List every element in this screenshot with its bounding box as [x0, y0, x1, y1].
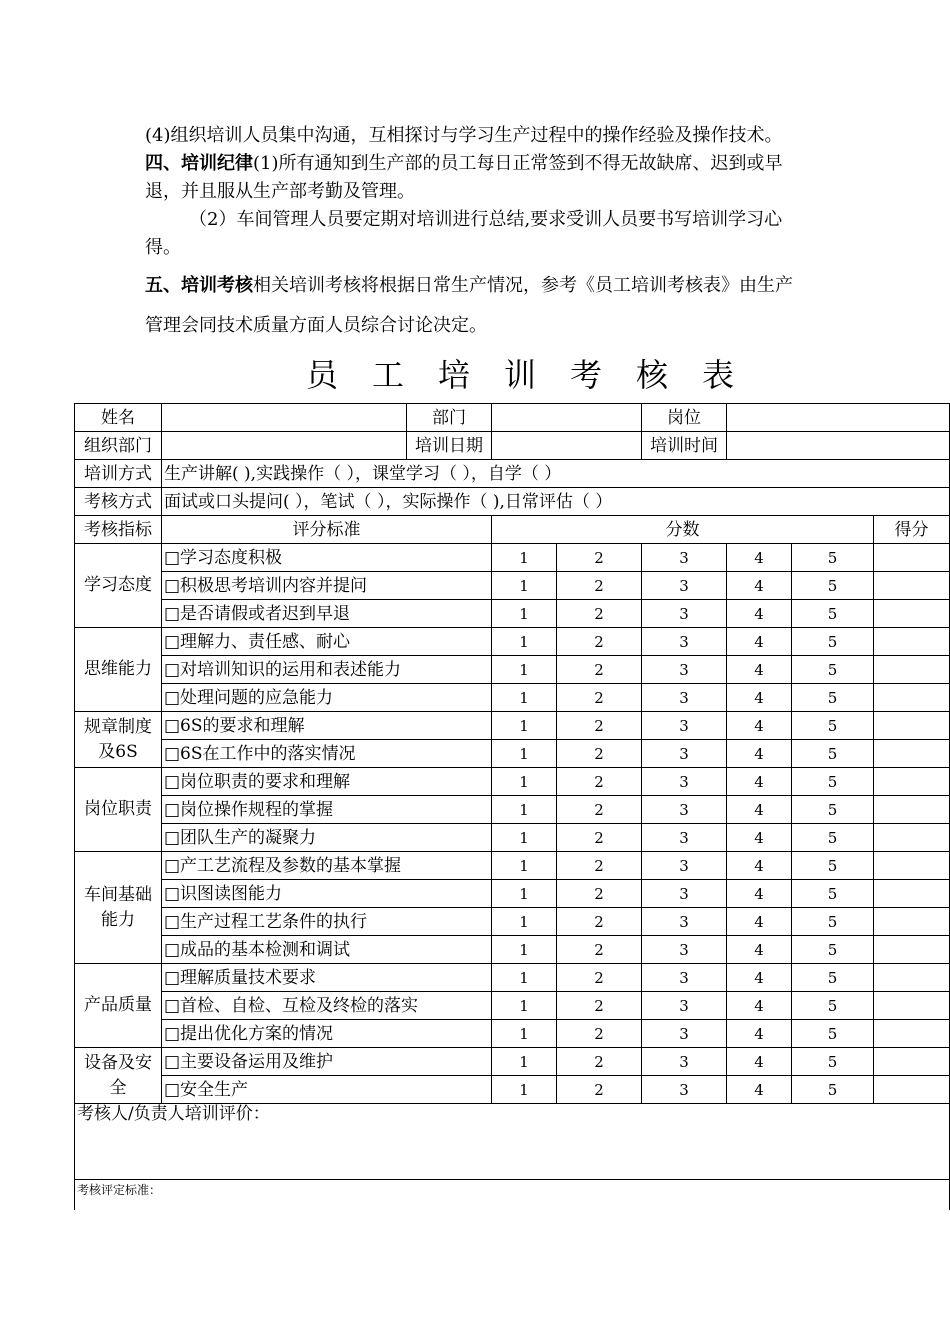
score-option-2[interactable]: 2	[557, 908, 642, 936]
assessment-form-table	[74, 403, 950, 1210]
result-cell[interactable]	[874, 936, 950, 964]
score-row	[75, 964, 950, 992]
score-option-4[interactable]: 4	[727, 880, 792, 908]
score-row	[75, 992, 950, 1020]
score-option-2[interactable]: 2	[557, 712, 642, 740]
assessment-standard-label: 考核评定标准：	[75, 1180, 950, 1211]
score-row	[75, 684, 950, 712]
score-option-5[interactable]: 5	[792, 712, 874, 740]
score-row	[75, 768, 950, 796]
form-title: 员工培训考核表	[306, 356, 769, 394]
result-cell[interactable]	[874, 572, 950, 600]
score-option-2[interactable]: 2	[557, 1020, 642, 1048]
result-cell[interactable]	[874, 1076, 950, 1104]
score-row	[75, 824, 950, 852]
indicator-group: 岗位职责	[75, 768, 162, 852]
train-date-label: 培训日期	[407, 432, 492, 460]
intro-text	[145, 122, 810, 346]
score-option-5[interactable]: 5	[792, 992, 874, 1020]
result-header: 得分	[874, 516, 950, 544]
result-cell[interactable]	[874, 852, 950, 880]
result-cell[interactable]	[874, 992, 950, 1020]
criterion-checkbox-item[interactable]: □6S的要求和理解	[162, 712, 492, 740]
assess-method-options[interactable]: 面试或口头提问( ），笔试（ ），实际操作（ ),日常评估（ ）	[162, 488, 950, 516]
result-cell[interactable]	[874, 600, 950, 628]
score-option-2[interactable]: 2	[557, 740, 642, 768]
score-option-2[interactable]: 2	[557, 992, 642, 1020]
score-option-1[interactable]: 1	[492, 880, 557, 908]
indicator-group: 产品质量	[75, 964, 162, 1048]
criterion-checkbox-item[interactable]: □对培训知识的运用和表述能力	[162, 656, 492, 684]
org-dept-field[interactable]	[162, 432, 407, 460]
score-option-3[interactable]: 3	[642, 712, 727, 740]
score-header: 分数	[492, 516, 874, 544]
result-cell[interactable]	[874, 1048, 950, 1076]
score-option-3[interactable]: 3	[642, 656, 727, 684]
criterion-checkbox-item[interactable]: □岗位职责的要求和理解	[162, 768, 492, 796]
criterion-checkbox-item[interactable]: □首检、自检、互检及终检的落实	[162, 992, 492, 1020]
score-option-1[interactable]: 1	[492, 768, 557, 796]
score-option-3[interactable]: 3	[642, 964, 727, 992]
score-option-1[interactable]: 1	[492, 852, 557, 880]
score-option-1[interactable]: 1	[492, 684, 557, 712]
criterion-checkbox-item[interactable]: □岗位操作规程的掌握	[162, 796, 492, 824]
score-option-4[interactable]: 4	[727, 684, 792, 712]
score-option-3[interactable]: 3	[642, 908, 727, 936]
position-field[interactable]	[727, 404, 950, 432]
score-option-2[interactable]: 2	[557, 656, 642, 684]
score-option-1[interactable]: 1	[492, 740, 557, 768]
score-option-5[interactable]: 5	[792, 740, 874, 768]
score-row	[75, 544, 950, 572]
criterion-checkbox-item[interactable]: □处理问题的应急能力	[162, 684, 492, 712]
score-option-4[interactable]: 4	[727, 600, 792, 628]
train-method-options[interactable]: 生产讲解( ),实践操作（ ），课堂学习（ ），自学（ ）	[162, 460, 950, 488]
score-option-3[interactable]: 3	[642, 572, 727, 600]
score-option-4[interactable]: 4	[727, 656, 792, 684]
score-row	[75, 936, 950, 964]
position-label: 岗位	[642, 404, 727, 432]
score-option-4[interactable]: 4	[727, 824, 792, 852]
score-row	[75, 908, 950, 936]
score-option-5[interactable]: 5	[792, 852, 874, 880]
score-option-4[interactable]: 4	[727, 852, 792, 880]
score-option-5[interactable]: 5	[792, 936, 874, 964]
score-option-2[interactable]: 2	[557, 768, 642, 796]
score-option-3[interactable]: 3	[642, 936, 727, 964]
train-method-row	[75, 460, 950, 488]
score-option-2[interactable]: 2	[557, 852, 642, 880]
score-option-5[interactable]: 5	[792, 880, 874, 908]
score-option-4[interactable]: 4	[727, 796, 792, 824]
score-row	[75, 740, 950, 768]
score-option-1[interactable]: 1	[492, 1048, 557, 1076]
score-option-4[interactable]: 4	[727, 1020, 792, 1048]
score-option-2[interactable]: 2	[557, 936, 642, 964]
result-cell[interactable]	[874, 544, 950, 572]
criterion-checkbox-item[interactable]: □生产过程工艺条件的执行	[162, 908, 492, 936]
train-date-field[interactable]	[492, 432, 642, 460]
name-label: 姓名	[75, 404, 162, 432]
intro-discipline-2: （2）车间管理人员要定期对培训进行总结,要求受训人员要书写培训学习心得。	[145, 209, 783, 258]
criterion-checkbox-item[interactable]: □主要设备运用及维护	[162, 1048, 492, 1076]
score-option-4[interactable]: 4	[727, 936, 792, 964]
score-option-5[interactable]: 5	[792, 1048, 874, 1076]
score-option-2[interactable]: 2	[557, 572, 642, 600]
evaluator-comment-field[interactable]: 考核人/负责人培训评价：	[75, 1104, 950, 1180]
dept-field[interactable]	[492, 404, 642, 432]
score-option-2[interactable]: 2	[557, 684, 642, 712]
score-option-5[interactable]: 5	[792, 684, 874, 712]
result-cell[interactable]	[874, 824, 950, 852]
score-option-5[interactable]: 5	[792, 768, 874, 796]
score-option-5[interactable]: 5	[792, 1020, 874, 1048]
score-option-3[interactable]: 3	[642, 544, 727, 572]
score-option-2[interactable]: 2	[557, 1048, 642, 1076]
result-cell[interactable]	[874, 628, 950, 656]
score-option-2[interactable]: 2	[557, 1076, 642, 1104]
score-option-5[interactable]: 5	[792, 796, 874, 824]
score-option-3[interactable]: 3	[642, 684, 727, 712]
score-row	[75, 880, 950, 908]
assess-method-label: 考核方式	[75, 488, 162, 516]
score-row	[75, 656, 950, 684]
score-option-4[interactable]: 4	[727, 768, 792, 796]
score-option-1[interactable]: 1	[492, 796, 557, 824]
score-row	[75, 600, 950, 628]
comment-row	[75, 1104, 950, 1180]
score-option-3[interactable]: 3	[642, 992, 727, 1020]
result-cell[interactable]	[874, 908, 950, 936]
score-option-1[interactable]: 1	[492, 600, 557, 628]
train-time-field[interactable]	[727, 432, 950, 460]
criterion-checkbox-item[interactable]: □理解质量技术要求	[162, 964, 492, 992]
indicator-group: 学习态度	[75, 544, 162, 628]
train-method-label: 培训方式	[75, 460, 162, 488]
result-cell[interactable]	[874, 796, 950, 824]
indicator-header: 考核指标	[75, 516, 162, 544]
score-option-5[interactable]: 5	[792, 628, 874, 656]
score-row	[75, 1020, 950, 1048]
score-option-1[interactable]: 1	[492, 936, 557, 964]
score-option-3[interactable]: 3	[642, 768, 727, 796]
criterion-checkbox-item[interactable]: □理解力、责任感、耐心	[162, 628, 492, 656]
score-option-2[interactable]: 2	[557, 824, 642, 852]
score-option-1[interactable]: 1	[492, 628, 557, 656]
indicator-group: 思维能力	[75, 628, 162, 712]
dept-label: 部门	[407, 404, 492, 432]
criterion-checkbox-item[interactable]: □成品的基本检测和调试	[162, 936, 492, 964]
train-time-label: 培训时间	[642, 432, 727, 460]
criterion-checkbox-item[interactable]: □学习态度积极	[162, 544, 492, 572]
score-option-4[interactable]: 4	[727, 1076, 792, 1104]
score-option-3[interactable]: 3	[642, 1020, 727, 1048]
criterion-checkbox-item[interactable]: □积极思考培训内容并提问	[162, 572, 492, 600]
criterion-checkbox-item[interactable]: □识图读图能力	[162, 880, 492, 908]
section-heading-discipline: 四、培训纪律	[145, 153, 253, 174]
score-option-5[interactable]: 5	[792, 824, 874, 852]
score-option-1[interactable]: 1	[492, 712, 557, 740]
score-header-row	[75, 516, 950, 544]
assess-method-row	[75, 488, 950, 516]
score-option-4[interactable]: 4	[727, 1048, 792, 1076]
standard-header: 评分标准	[162, 516, 492, 544]
indicator-group: 规章制度及6S	[75, 712, 162, 768]
result-cell[interactable]	[874, 656, 950, 684]
score-option-4[interactable]: 4	[727, 628, 792, 656]
result-cell[interactable]	[874, 1020, 950, 1048]
org-dept-label: 组织部门	[75, 432, 162, 460]
intro-paragraph-2	[145, 266, 810, 346]
score-option-3[interactable]: 3	[642, 1076, 727, 1104]
score-option-4[interactable]: 4	[727, 908, 792, 936]
result-cell[interactable]	[874, 880, 950, 908]
intro-item-4: (4)组织培训人员集中沟通，互相探讨与学习生产过程中的操作经验及操作技术。	[145, 125, 783, 146]
score-option-3[interactable]: 3	[642, 740, 727, 768]
score-option-3[interactable]: 3	[642, 628, 727, 656]
score-option-5[interactable]: 5	[792, 1076, 874, 1104]
header-row-2	[75, 432, 950, 460]
score-option-1[interactable]: 1	[492, 1020, 557, 1048]
score-option-4[interactable]: 4	[727, 544, 792, 572]
score-option-2[interactable]: 2	[557, 880, 642, 908]
score-option-5[interactable]: 5	[792, 572, 874, 600]
score-option-1[interactable]: 1	[492, 964, 557, 992]
score-option-2[interactable]: 2	[557, 544, 642, 572]
result-cell[interactable]	[874, 684, 950, 712]
score-option-4[interactable]: 4	[727, 964, 792, 992]
score-option-3[interactable]: 3	[642, 824, 727, 852]
result-cell[interactable]	[874, 712, 950, 740]
score-option-1[interactable]: 1	[492, 656, 557, 684]
indicator-group: 设备及安全	[75, 1048, 162, 1104]
score-option-5[interactable]: 5	[792, 600, 874, 628]
score-option-3[interactable]: 3	[642, 796, 727, 824]
standard-row	[75, 1180, 950, 1211]
score-option-3[interactable]: 3	[642, 1048, 727, 1076]
criterion-checkbox-item[interactable]: □6S在工作中的落实情况	[162, 740, 492, 768]
score-row	[75, 712, 950, 740]
score-option-1[interactable]: 1	[492, 908, 557, 936]
score-option-1[interactable]: 1	[492, 824, 557, 852]
result-cell[interactable]	[874, 740, 950, 768]
criterion-checkbox-item[interactable]: □是否请假或者迟到早退	[162, 600, 492, 628]
score-option-3[interactable]: 3	[642, 852, 727, 880]
score-option-1[interactable]: 1	[492, 1076, 557, 1104]
criterion-checkbox-item[interactable]: □安全生产	[162, 1076, 492, 1104]
score-option-1[interactable]: 1	[492, 572, 557, 600]
score-option-4[interactable]: 4	[727, 572, 792, 600]
score-option-1[interactable]: 1	[492, 544, 557, 572]
score-option-5[interactable]: 5	[792, 656, 874, 684]
score-option-3[interactable]: 3	[642, 600, 727, 628]
score-option-3[interactable]: 3	[642, 880, 727, 908]
score-option-2[interactable]: 2	[557, 964, 642, 992]
criterion-checkbox-item[interactable]: □产工艺流程及参数的基本掌握	[162, 852, 492, 880]
score-row	[75, 1076, 950, 1104]
name-field[interactable]	[162, 404, 407, 432]
score-option-5[interactable]: 5	[792, 908, 874, 936]
score-option-1[interactable]: 1	[492, 992, 557, 1020]
criterion-checkbox-item[interactable]: □提出优化方案的情况	[162, 1020, 492, 1048]
score-row	[75, 572, 950, 600]
score-row	[75, 796, 950, 824]
score-option-4[interactable]: 4	[727, 992, 792, 1020]
score-option-5[interactable]: 5	[792, 544, 874, 572]
intro-assessment-text: 相关培训考核将根据日常生产情况，参考《员工培训考核表》由生产管理会同技术质量方面人员综合讨论决定。	[145, 275, 793, 336]
score-option-2[interactable]: 2	[557, 628, 642, 656]
score-option-5[interactable]: 5	[792, 964, 874, 992]
score-option-2[interactable]: 2	[557, 796, 642, 824]
header-row-1	[75, 404, 950, 432]
score-option-4[interactable]: 4	[727, 712, 792, 740]
intro-paragraph-1	[145, 122, 810, 206]
score-row	[75, 852, 950, 880]
intro-discipline-1: (1)所有通知到生产部的员工每日正常签到不得无故缺席、迟到或早退，并且服从生产部考勤及管理。	[145, 153, 783, 202]
score-option-2[interactable]: 2	[557, 600, 642, 628]
result-cell[interactable]	[874, 768, 950, 796]
score-row	[75, 628, 950, 656]
score-option-4[interactable]: 4	[727, 740, 792, 768]
score-row	[75, 1048, 950, 1076]
result-cell[interactable]	[874, 964, 950, 992]
section-heading-assessment: 五、培训考核	[145, 275, 253, 296]
indicator-group: 车间基础能力	[75, 852, 162, 964]
criterion-checkbox-item[interactable]: □团队生产的凝聚力	[162, 824, 492, 852]
